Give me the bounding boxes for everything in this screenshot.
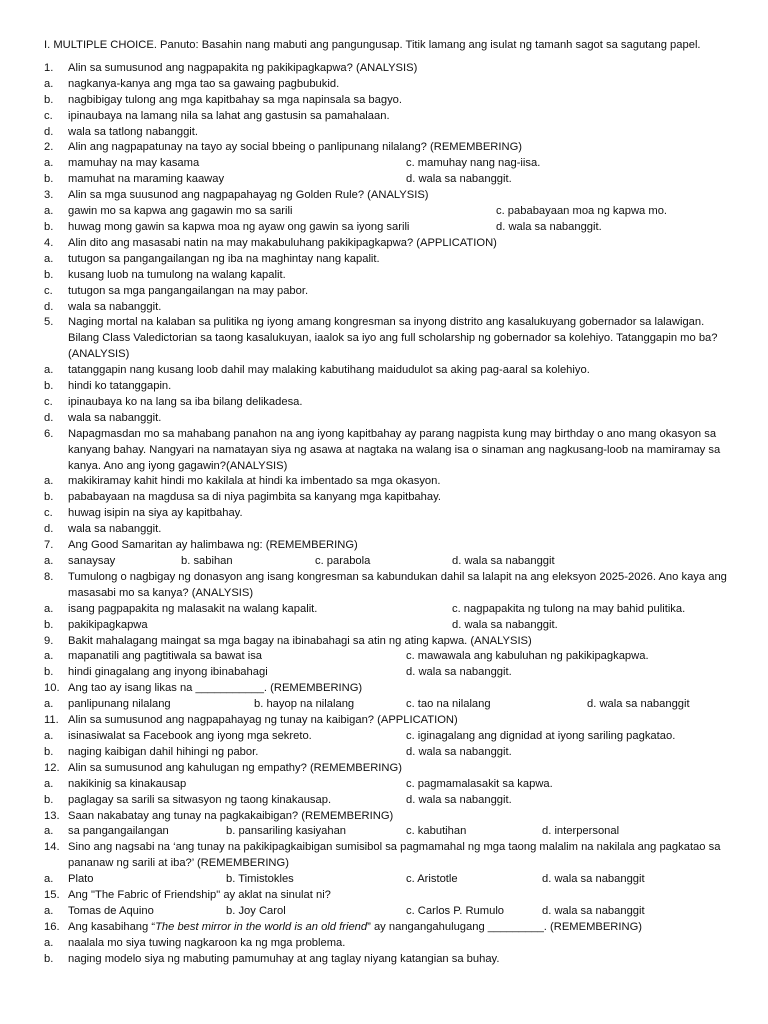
choice-letter: b. bbox=[44, 793, 54, 806]
choice-letter: a. bbox=[44, 698, 54, 711]
choice-columns bbox=[68, 522, 734, 538]
choice-text: naging kaibigan dahil hihingi ng pabor. bbox=[68, 745, 259, 758]
choice-text: Tomas de Aquino bbox=[68, 904, 154, 917]
choice-line bbox=[44, 93, 734, 109]
choice-text: d. wala sa nabanggit bbox=[587, 698, 690, 711]
choice-text: nakikinig sa kinakausap bbox=[68, 777, 187, 790]
choice-text: wala sa tatlong nabanggit. bbox=[68, 125, 198, 138]
choice-letter: d. bbox=[44, 523, 54, 536]
choice-text: d. wala sa nabanggit. bbox=[406, 173, 512, 186]
choice-columns bbox=[68, 172, 734, 188]
choice-text: c. tao na nilalang bbox=[406, 698, 491, 711]
choice-line bbox=[44, 156, 734, 172]
choice-letter: b. bbox=[44, 93, 54, 106]
question-number: 15. bbox=[44, 889, 60, 902]
question-line bbox=[44, 761, 734, 777]
choice-text: b. hayop na nilalang bbox=[254, 698, 355, 711]
choice-line bbox=[44, 522, 734, 538]
choice-columns bbox=[68, 125, 734, 141]
choice-columns bbox=[68, 109, 734, 125]
choice-text: naging modelo siya ng mabuting pamumuhay at ang taglay niyang katangian sa buhay. bbox=[68, 952, 500, 965]
question-line bbox=[44, 634, 734, 650]
question-line bbox=[44, 920, 734, 936]
choice-columns bbox=[68, 284, 734, 300]
choice-text: wala sa nabanggit. bbox=[68, 411, 162, 424]
question-line bbox=[44, 570, 734, 602]
question-text: Alin sa sumusunod ang nagpapahayag ng tunay na kaibigan? (APPLICATION) bbox=[68, 714, 458, 727]
question-line bbox=[44, 188, 734, 204]
choice-columns bbox=[68, 952, 734, 968]
question-text: Napagmasdan mo sa mahabang panahon na ang iyong kapitbahay ay parang nagpista kung may birthday o ano mang okasyon sa kanyang bahay. Nangyari na namatayan siya ng asawa at nagtaka na walang isa o sinaman ang nagkusang-loob na mamiramay sa kanya. Ano ang iyong gagawin?(ANALYSIS) bbox=[68, 427, 721, 472]
choice-letter: c. bbox=[44, 395, 53, 408]
choice-letter: c. bbox=[44, 507, 53, 520]
choice-columns bbox=[68, 777, 734, 793]
question-text: Ang Good Samaritan ay halimbawa ng: (REMEMBERING) bbox=[68, 539, 358, 552]
choice-line bbox=[44, 411, 734, 427]
choice-letter: b. bbox=[44, 173, 54, 186]
choice-letter: a. bbox=[44, 555, 54, 567]
choice-letter: d. bbox=[44, 300, 54, 313]
choice-text: nagkanya-kanya ang mga tao sa gawaing pagbubukid. bbox=[68, 77, 340, 90]
choice-columns bbox=[68, 872, 734, 888]
choice-line bbox=[44, 602, 734, 618]
choice-text: d. wala sa nabanggit. bbox=[496, 220, 602, 233]
choice-letter: a. bbox=[44, 904, 54, 917]
choice-line bbox=[44, 77, 734, 93]
choice-text: c. parabola bbox=[315, 555, 371, 567]
question-number: 4. bbox=[44, 236, 54, 249]
question-text: Alin dito ang masasabi natin na may makabuluhang pakikipagkapwa? (APPLICATION) bbox=[68, 236, 497, 249]
choice-text: hindi ginagalang ang inyong ibinabahagi bbox=[68, 666, 268, 679]
choice-columns bbox=[68, 665, 734, 681]
choice-columns bbox=[68, 824, 734, 840]
question-line bbox=[44, 809, 734, 825]
question-text: Ang "The Fabric of Friendship" ay aklat na sinulat ni? bbox=[68, 889, 331, 902]
choice-line bbox=[44, 172, 734, 188]
choice-text: d. wala sa nabanggit bbox=[452, 555, 555, 567]
choice-text: paglagay sa sarili sa sitwasyon ng taong kinakausap. bbox=[68, 793, 332, 806]
choice-line bbox=[44, 904, 734, 920]
choice-text: hindi ko tatanggapin. bbox=[68, 380, 172, 393]
choice-text: c. kabutihan bbox=[406, 825, 467, 838]
choice-text: tatanggapin nang kusang loob dahil may malaking kabutihang maidudulot sa aking pag-aaral sa kolehiyo. bbox=[68, 364, 590, 377]
choice-line bbox=[44, 268, 734, 284]
choice-line bbox=[44, 729, 734, 745]
question-line bbox=[44, 681, 734, 697]
choice-columns bbox=[68, 252, 734, 268]
choice-line bbox=[44, 284, 734, 300]
choice-columns bbox=[68, 936, 734, 952]
choice-line bbox=[44, 554, 734, 570]
choice-text: b. pansariling kasiyahan bbox=[226, 825, 347, 838]
choice-columns bbox=[68, 745, 734, 761]
choice-text: nagbibigay tulong ang mga kapitbahay sa mga napinsala sa bagyo. bbox=[68, 93, 402, 106]
choice-letter: a. bbox=[44, 157, 54, 170]
choice-columns bbox=[68, 363, 734, 379]
choice-columns bbox=[68, 300, 734, 316]
question-line bbox=[44, 61, 734, 77]
choice-text: ipinaubaya ko na lang sa iba bilang delikadesa. bbox=[68, 395, 303, 408]
choice-letter: a. bbox=[44, 602, 54, 615]
question-text bbox=[68, 920, 734, 936]
question-text: Alin sa sumusunod ang nagpapakita ng pakikipagkapwa? (ANALYSIS) bbox=[68, 61, 418, 74]
choice-line bbox=[44, 204, 734, 220]
choice-line bbox=[44, 125, 734, 141]
question-number: 7. bbox=[44, 539, 54, 552]
question-line bbox=[44, 538, 734, 554]
choice-text: c. nagpapakita ng tulong na may bahid pulitika. bbox=[452, 602, 686, 615]
choice-columns bbox=[68, 474, 734, 490]
choice-letter: a. bbox=[44, 936, 54, 949]
choice-letter: a. bbox=[44, 205, 54, 218]
choice-text: mamuhat na maraming kaaway bbox=[68, 173, 225, 186]
choice-line bbox=[44, 649, 734, 665]
choice-text: d. interpersonal bbox=[542, 825, 620, 838]
choice-line bbox=[44, 109, 734, 125]
choice-columns bbox=[68, 649, 734, 665]
choice-text: ipinaubaya na lamang nila sa lahat ang gastusin sa pamahalaan. bbox=[68, 109, 390, 122]
question-number: 16. bbox=[44, 920, 60, 933]
choice-text: b. Joy Carol bbox=[226, 904, 286, 917]
choice-line bbox=[44, 252, 734, 268]
question-text: Tumulong o nagbigay ng donasyon ang isang kongresman sa kabundukan dahil sa lalapit na ang eleksyon 2025-2026. Ano kaya ang masasabi mo sa kanya? (ANALYSIS) bbox=[68, 570, 727, 599]
question-line bbox=[44, 140, 734, 156]
choice-text: isang pagpapakita ng malasakit na walang kapalit. bbox=[68, 602, 318, 615]
choice-line bbox=[44, 697, 734, 713]
choice-letter: b. bbox=[44, 745, 54, 758]
choice-text: d. wala sa nabanggit. bbox=[406, 745, 512, 758]
choice-text: gawin mo sa kapwa ang gagawin mo sa sarili bbox=[68, 205, 293, 218]
choice-letter: a. bbox=[44, 729, 54, 742]
choice-text: d. wala sa nabanggit bbox=[542, 873, 645, 886]
question-number: 13. bbox=[44, 809, 60, 822]
choice-letter: c. bbox=[44, 284, 53, 297]
question-line bbox=[44, 888, 734, 904]
choice-letter: b. bbox=[44, 268, 54, 281]
question-number: 12. bbox=[44, 761, 60, 774]
question-line bbox=[44, 236, 734, 252]
choice-text: d. wala sa nabanggit. bbox=[452, 618, 558, 631]
question-text: Alin sa sumusunod ang kahulugan ng empathy? (REMEMBERING) bbox=[68, 761, 402, 774]
choice-text: d. wala sa nabanggit. bbox=[406, 793, 512, 806]
choice-text: c. pababayaan moa ng kapwa mo. bbox=[496, 205, 668, 218]
choice-line bbox=[44, 300, 734, 316]
choice-line bbox=[44, 952, 734, 968]
choice-columns bbox=[68, 618, 734, 634]
choice-columns bbox=[68, 904, 734, 920]
choice-line bbox=[44, 379, 734, 395]
choice-line bbox=[44, 220, 734, 236]
choice-text: mamuhay na may kasama bbox=[68, 157, 200, 170]
choice-columns bbox=[68, 77, 734, 93]
question-number: 11. bbox=[44, 714, 59, 727]
choice-letter: b. bbox=[44, 618, 54, 631]
choice-text: kusang luob na tumulong na walang kapalit. bbox=[68, 268, 286, 281]
question-text: Sino ang nagsabi na ‘ang tunay na pakikipagkaibigan sumisibol sa pagmamahal ng mga taong malalim na nakilala ang pagkatao sa pananaw ng sarili at iba?’ (REMEMBERING) bbox=[68, 841, 721, 870]
question-line bbox=[44, 315, 734, 363]
choice-columns bbox=[68, 554, 734, 570]
choice-text: c. Carlos P. Rumulo bbox=[406, 904, 505, 917]
choice-letter: c. bbox=[44, 109, 53, 122]
choice-line bbox=[44, 363, 734, 379]
question-number: 8. bbox=[44, 570, 54, 583]
choice-columns bbox=[68, 697, 734, 713]
choice-text: b. Timistokles bbox=[226, 873, 294, 886]
question-number: 14. bbox=[44, 841, 60, 854]
choice-text: d. wala sa nabanggit bbox=[542, 904, 645, 917]
choice-text: tutugon sa pangangailangan ng iba na maghintay nang kapalit. bbox=[68, 252, 380, 265]
question-number: 2. bbox=[44, 141, 54, 154]
choice-letter: b. bbox=[44, 380, 54, 393]
choice-columns bbox=[68, 93, 734, 109]
choice-text: naalala mo siya tuwing nagkaroon ka ng mga problema. bbox=[68, 936, 346, 949]
quoted-saying: The best mirror in the world is an old friend bbox=[155, 920, 368, 933]
choice-line bbox=[44, 936, 734, 952]
choice-text: tutugon sa mga pangangailangan na may pabor. bbox=[68, 284, 309, 297]
choice-letter: b. bbox=[44, 952, 54, 965]
choice-text: c. iginagalang ang dignidad at iyong sariling pagkatao. bbox=[406, 729, 676, 742]
choice-letter: a. bbox=[44, 825, 54, 838]
choice-letter: b. bbox=[44, 666, 54, 679]
question-number: 10. bbox=[44, 682, 60, 695]
choice-letter: d. bbox=[44, 125, 54, 138]
question-number: 3. bbox=[44, 189, 54, 202]
choice-line bbox=[44, 824, 734, 840]
choice-letter: b. bbox=[44, 491, 54, 504]
choice-line bbox=[44, 745, 734, 761]
question-line bbox=[44, 427, 734, 475]
question-number: 1. bbox=[44, 61, 54, 74]
choice-text: c. pagmamalasakit sa kapwa. bbox=[406, 777, 553, 790]
choice-columns bbox=[68, 411, 734, 427]
choice-columns bbox=[68, 220, 734, 236]
choice-columns bbox=[68, 379, 734, 395]
choice-text: c. mawawala ang kabuluhan ng pakikipagkapwa. bbox=[406, 650, 649, 663]
question-text: Bakit mahalagang maingat sa mga bagay na ibinabahagi sa atin ng ating kapwa. (ANALYSIS) bbox=[68, 634, 532, 647]
choice-text: c. Aristotle bbox=[406, 873, 458, 886]
instructions: I. MULTIPLE CHOICE. Panuto: Basahin nang mabuti ang pangungusap. Titik lamang ang isulat ng tamanh sagot sa sagutang papel. bbox=[44, 39, 701, 51]
choice-columns bbox=[68, 793, 734, 809]
question-list bbox=[44, 61, 734, 968]
question-number: 9. bbox=[44, 634, 54, 647]
question-line bbox=[44, 840, 734, 872]
choice-columns bbox=[68, 602, 734, 618]
choice-text: c. mamuhay nang nag-iisa. bbox=[406, 157, 541, 170]
choice-letter: b. bbox=[44, 220, 54, 233]
choice-letter: d. bbox=[44, 411, 54, 424]
choice-text: huwag mong gawin sa kapwa moa ng ayaw ong gawin sa iyong sarili bbox=[68, 220, 410, 233]
exam-content bbox=[44, 38, 734, 968]
choice-letter: a. bbox=[44, 873, 54, 886]
question-text-post: ” ay nangangahulugang _________. (REMEMBERING) bbox=[367, 920, 643, 933]
choice-line bbox=[44, 506, 734, 522]
choice-line bbox=[44, 474, 734, 490]
choice-letter: a. bbox=[44, 650, 54, 663]
choice-columns bbox=[68, 395, 734, 411]
question-text-pre: Ang kasabihang “ bbox=[68, 920, 156, 933]
question-text: Saan nakabatay ang tunay na pagkakaibigan? (REMEMBERING) bbox=[68, 809, 394, 822]
choice-line bbox=[44, 665, 734, 681]
choice-text: pababayaan na magdusa sa di niya pagimbita sa kanyang mga kapitbahay. bbox=[68, 491, 441, 504]
choice-text: wala sa nabanggit. bbox=[68, 523, 162, 536]
choice-line bbox=[44, 872, 734, 888]
choice-columns bbox=[68, 156, 734, 172]
question-text: Naging mortal na kalaban sa pulitika ng iyong amang kongresman sa inyong distrito ang kasalukuyang gobernador sa lalawigan. Bilang Class Valedictorian sa taong kasalukuyan, iaalok sa iyo ang full scholarship ng gobernador sa kolehiyo. Tatanggapin mo ba? (ANALYSIS) bbox=[68, 316, 718, 361]
choice-line bbox=[44, 618, 734, 634]
choice-text: isinasiwalat sa Facebook ang iyong mga sekreto. bbox=[68, 729, 312, 742]
choice-text: sanaysay bbox=[68, 555, 116, 567]
choice-line bbox=[44, 395, 734, 411]
choice-line bbox=[44, 777, 734, 793]
choice-letter: a. bbox=[44, 475, 54, 488]
choice-text: b. sabihan bbox=[181, 555, 233, 567]
choice-letter: a. bbox=[44, 364, 54, 377]
choice-text: pakikipagkapwa bbox=[68, 618, 148, 631]
choice-columns bbox=[68, 490, 734, 506]
choice-text: sa pangangailangan bbox=[68, 825, 169, 838]
choice-letter: a. bbox=[44, 252, 54, 265]
question-text: Alin ang nagpapatunay na tayo ay social bbeing o panlipunang nilalang? (REMEMBERING) bbox=[68, 141, 523, 154]
question-line bbox=[44, 713, 734, 729]
choice-line bbox=[44, 490, 734, 506]
question-text: Alin sa mga suusunod ang nagpapahayag ng Golden Rule? (ANALYSIS) bbox=[68, 189, 429, 202]
choice-text: mapanatili ang pagtitiwala sa bawat isa bbox=[68, 650, 263, 663]
choice-letter: a. bbox=[44, 77, 54, 90]
choice-text: panlipunang nilalang bbox=[68, 698, 171, 711]
choice-text: makikiramay kahit hindi mo kakilala at hindi ka imbentado sa mga okasyon. bbox=[68, 475, 441, 488]
question-number: 6. bbox=[44, 427, 54, 440]
choice-text: d. wala sa nabanggit. bbox=[406, 666, 512, 679]
question-number: 5. bbox=[44, 316, 54, 329]
choice-text: huwag isipin na siya ay kapitbahay. bbox=[68, 507, 243, 520]
choice-columns bbox=[68, 204, 734, 220]
choice-text: Plato bbox=[68, 873, 94, 886]
question-text: Ang tao ay isang likas na ___________. (REMEMBERING) bbox=[68, 682, 363, 695]
choice-columns bbox=[68, 729, 734, 745]
choice-columns bbox=[68, 506, 734, 522]
choice-line bbox=[44, 793, 734, 809]
choice-text: wala sa nabanggit. bbox=[68, 300, 162, 313]
choice-letter: a. bbox=[44, 777, 54, 790]
choice-columns bbox=[68, 268, 734, 284]
